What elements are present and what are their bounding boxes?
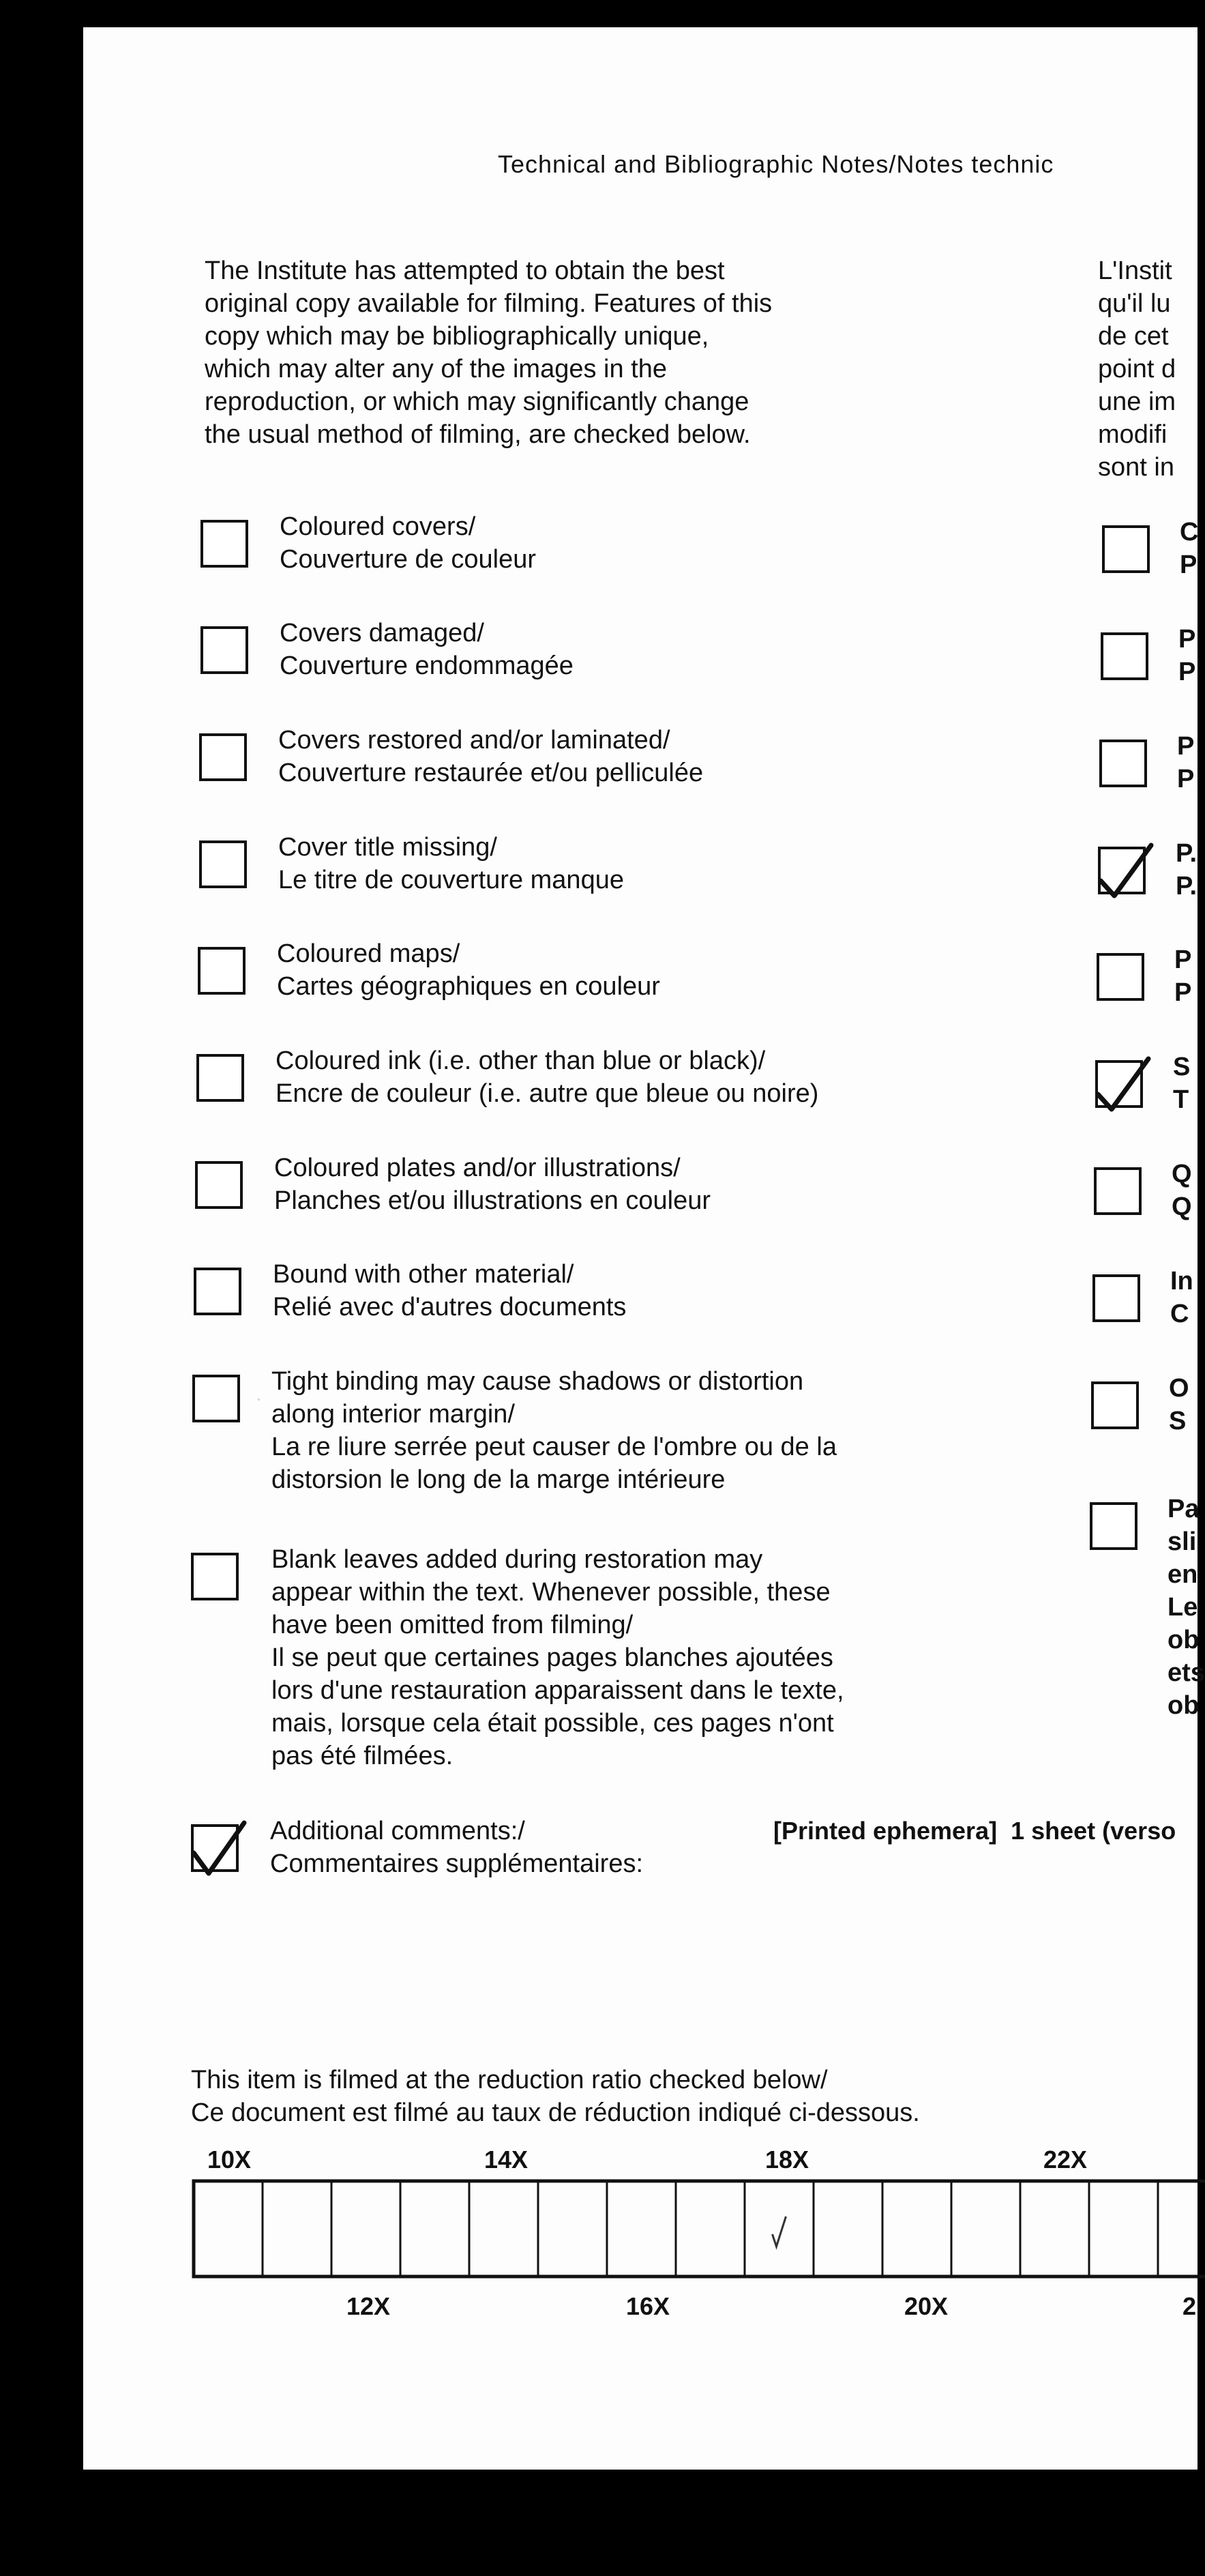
intro-english: The Institute has attempted to obtain the best original copy available for filming. Features of this copy which may be bibliographically unique, which may alter any of the images in the reproduction, or which may significantly change the usual method of filming, are checked below.: [205, 257, 773, 449]
checkbox-tight-binding[interactable]: [192, 1375, 240, 1422]
page-header: Technical and Bibliographic Notes/Notes technic: [498, 150, 1054, 178]
ratio-cell[interactable]: [745, 2181, 814, 2277]
checkbox-coloured-covers[interactable]: [200, 520, 248, 568]
label-cover-title-missing: Cover title missing/ Le titre de couverture manque: [278, 833, 624, 894]
check-mark-icon: [190, 1819, 247, 1879]
checkbox-right-6-checked[interactable]: [1095, 1060, 1143, 1108]
checkbox-right-8[interactable]: [1092, 1274, 1140, 1322]
checkbox-right-7[interactable]: [1094, 1167, 1142, 1215]
checkbox-right-9[interactable]: [1091, 1381, 1139, 1429]
label-covers-restored: Covers restored and/or laminated/ Couverture restaurée et/ou pelliculée: [278, 726, 704, 787]
ratio-cell[interactable]: [194, 2181, 263, 2277]
ratio-cell[interactable]: [263, 2181, 331, 2277]
label-right-3: P P: [1177, 732, 1195, 793]
ratio-cell[interactable]: [676, 2181, 745, 2277]
ratio-label-18x: 18X: [765, 2146, 809, 2174]
checkbox-covers-restored[interactable]: [199, 733, 247, 781]
check-mark-icon: [1097, 841, 1154, 901]
label-right-8: In C: [1170, 1267, 1193, 1328]
ratio-cell[interactable]: [1089, 2181, 1158, 2277]
ratio-cell[interactable]: [400, 2181, 469, 2277]
ratio-cell[interactable]: [469, 2181, 538, 2277]
ratio-cell[interactable]: [814, 2181, 882, 2277]
label-bound-with: Bound with other material/ Relié avec d'autres documents: [273, 1260, 627, 1321]
additional-comments-text: [Printed ephemera] 1 sheet (verso: [773, 1817, 1176, 1845]
label-coloured-plates: Coloured plates and/or illustrations/ Planches et/ou illustrations en couleur: [274, 1154, 711, 1215]
ratio-label-24x-partial: 2: [1182, 2292, 1197, 2320]
ratio-cell[interactable]: [951, 2181, 1020, 2277]
label-right-6: S T: [1173, 1053, 1191, 1114]
label-coloured-covers: Coloured covers/ Couverture de couleur: [280, 512, 536, 574]
label-right-4: P. P.: [1176, 839, 1197, 901]
ratio-label-22x: 22X: [1043, 2146, 1088, 2174]
intro-french: L'Instit qu'il lu de cet point d une im modifi sont in: [1098, 257, 1176, 482]
ratio-grid-border: [194, 2181, 1205, 2277]
ratio-check-icon: [773, 2216, 786, 2246]
label-right-2: P P: [1178, 625, 1196, 686]
checkbox-right-5[interactable]: [1097, 953, 1144, 1001]
checkbox-right-10[interactable]: [1090, 1502, 1137, 1550]
ratio-cell[interactable]: [607, 2181, 676, 2277]
paper-speck: [258, 1399, 260, 1401]
label-coloured-maps: Coloured maps/ Cartes géographiques en couleur: [277, 939, 660, 1001]
checkbox-additional-comments[interactable]: [191, 1824, 239, 1872]
checkbox-coloured-plates[interactable]: [195, 1161, 243, 1209]
label-right-10: Pa sli en Le ob ets ob: [1167, 1495, 1205, 1720]
checkbox-cover-title-missing[interactable]: [199, 840, 247, 888]
ratio-cell[interactable]: [1020, 2181, 1089, 2277]
label-right-7: Q Q: [1172, 1160, 1192, 1221]
ratio-label-12x: 12X: [346, 2292, 391, 2320]
checkbox-coloured-maps[interactable]: [198, 947, 246, 995]
document-page: [83, 27, 1205, 2470]
label-right-9: O S: [1169, 1374, 1189, 1435]
label-blank-leaves: Blank leaves added during restoration may appear within the text. Whenever possible, these have been omitted from filming/ Il se peut que certaines pages blanches ajoutées lors d'une restauration apparaissent dans le texte, mais, lorsque cela était possible, ces pages n'ont pas été filmées.: [271, 1545, 844, 1770]
checkbox-covers-damaged[interactable]: [200, 626, 248, 674]
label-right-1: C P: [1180, 518, 1199, 579]
ratio-cell[interactable]: [1158, 2181, 1205, 2277]
label-coloured-ink: Coloured ink (i.e. other than blue or black)/ Encre de couleur (i.e. autre que bleue ou noire): [276, 1046, 819, 1108]
check-mark-icon: [1094, 1055, 1151, 1115]
ratio-cell[interactable]: [538, 2181, 607, 2277]
checkbox-right-2[interactable]: [1101, 632, 1148, 680]
ratio-cell[interactable]: [331, 2181, 400, 2277]
ratio-label-20x: 20X: [904, 2292, 949, 2320]
ratio-label-14x: 14X: [484, 2146, 529, 2174]
label-right-5: P P: [1174, 946, 1192, 1007]
checkbox-right-4-checked[interactable]: [1098, 847, 1146, 894]
checkbox-bound-with[interactable]: [194, 1268, 241, 1315]
checkbox-coloured-ink[interactable]: [196, 1054, 244, 1102]
label-additional-comments: Additional comments:/ Commentaires supplémentaires:: [270, 1817, 644, 1878]
label-tight-binding: Tight binding may cause shadows or distortion along interior margin/ La re liure serrée peut causer de l'ombre ou de la distorsion le long de la marge intérieure: [271, 1367, 837, 1494]
checkbox-right-1[interactable]: [1102, 525, 1150, 573]
reduction-ratio-grid: [192, 2174, 1202, 2285]
ratio-label-16x: 16X: [626, 2292, 670, 2320]
checkbox-blank-leaves[interactable]: [191, 1553, 239, 1600]
ratio-cell[interactable]: [882, 2181, 951, 2277]
checkbox-right-3[interactable]: [1099, 740, 1147, 787]
ratio-label-10x: 10X: [207, 2146, 252, 2174]
label-covers-damaged: Covers damaged/ Couverture endommagée: [280, 619, 574, 680]
reduction-caption: This item is filmed at the reduction ratio checked below/ Ce document est filmé au taux de réduction indiqué ci-dessous.: [191, 2066, 920, 2127]
